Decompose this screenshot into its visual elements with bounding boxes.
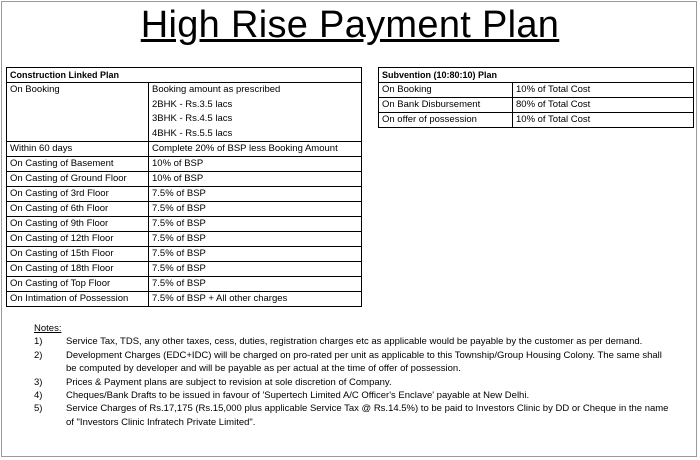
table-row [7, 217, 362, 232]
amount-cell: 7.5% of BSP [149, 202, 362, 217]
note-text: Service Charges of Rs.17,175 (Rs.15,000 plus applicable Service Tax @ Rs.14.5%) to be paid to Investors Clinic by DD or Cheque in the name of "Investors Clinic Infratech Private Limited". [66, 403, 669, 428]
table-row [379, 113, 694, 128]
stage-cell: On Casting of 9th Floor [7, 217, 149, 232]
amount-cell: 7.5% of BSP [149, 262, 362, 277]
amount-cell: 7.5% of BSP + All other charges [149, 292, 362, 307]
table-row [7, 83, 362, 142]
note-number: 2) [34, 349, 43, 361]
table-row [7, 202, 362, 217]
stage-cell: On Casting of 3rd Floor [7, 187, 149, 202]
amount-cell: Complete 20% of BSP less Booking Amount [149, 142, 362, 157]
note-number: 5) [34, 403, 43, 415]
note-item [34, 389, 674, 402]
note-item [34, 335, 674, 348]
note-text: Prices & Payment plans are subject to revision at sole discretion of Company. [66, 376, 392, 388]
stage-cell: On Casting of 6th Floor [7, 202, 149, 217]
note-number: 3) [34, 376, 43, 388]
page-title: High Rise Payment Plan [140, 4, 560, 46]
stage-cell: On offer of possession [379, 113, 513, 128]
amount-cell: 7.5% of BSP [149, 217, 362, 232]
stage-cell: On Casting of Ground Floor [7, 172, 149, 187]
table-row [379, 98, 694, 113]
stage-cell: On Intimation of Possession [7, 292, 149, 307]
stage-cell: On Casting of Basement [7, 157, 149, 172]
stage-cell: On Casting of Top Floor [7, 277, 149, 292]
stage-cell: On Booking [7, 83, 149, 142]
booking-line: 4BHK - Rs.5.5 lacs [152, 127, 233, 139]
notes-section [34, 322, 674, 429]
note-number: 4) [34, 390, 43, 402]
amount-cell: 7.5% of BSP [149, 187, 362, 202]
note-item [34, 402, 674, 429]
amount-cell: 10% of Total Cost [513, 113, 694, 128]
booking-amount-cell [149, 83, 362, 142]
stage-cell: On Booking [379, 83, 513, 98]
amount-cell: 10% of Total Cost [513, 83, 694, 98]
booking-line: 3BHK - Rs.4.5 lacs [152, 113, 233, 124]
table-row [7, 142, 362, 157]
amount-cell: 7.5% of BSP [149, 247, 362, 262]
subvention-plan-table [378, 67, 694, 128]
note-text: Cheques/Bank Drafts to be issued in favour of 'Supertech Limited A/C Officer's Enclave' payable at New Delhi. [66, 390, 530, 402]
notes-title: Notes: [34, 323, 62, 334]
table-header-row [379, 68, 694, 83]
table-header: Subvention (10:80:10) Plan [379, 68, 694, 83]
booking-line: 2BHK - Rs.3.5 lacs [152, 98, 233, 110]
table-row [379, 83, 694, 98]
note-number: 1) [34, 336, 43, 348]
stage-cell: On Casting of 15th Floor [7, 247, 149, 262]
booking-line: Booking amount as prescribed [152, 84, 281, 95]
stage-cell: Within 60 days [7, 142, 149, 157]
table-row [7, 157, 362, 172]
table-row [7, 262, 362, 277]
table-row [7, 172, 362, 187]
table-row [7, 232, 362, 247]
note-text: Service Tax, TDS, any other taxes, cess, duties, registration charges etc as applicable would be payable by the customer as per demand. [66, 336, 643, 348]
table-header-row [7, 68, 362, 83]
stage-cell: On Casting of 18th Floor [7, 262, 149, 277]
amount-cell: 10% of BSP [149, 157, 362, 172]
amount-cell: 80% of Total Cost [513, 98, 694, 113]
note-item [34, 376, 674, 389]
table-row [7, 187, 362, 202]
table-row [7, 277, 362, 292]
construction-linked-plan-table [6, 67, 362, 307]
stage-cell: On Casting of 12th Floor [7, 232, 149, 247]
table-row [7, 292, 362, 307]
stage-cell: On Bank Disbursement [379, 98, 513, 113]
note-text: Development Charges (EDC+IDC) will be charged on pro-rated per unit as applicable to this Township/Group Housing Colony. The same shall be computed by developer and will be payable as per actual at the time of offer of possession. [66, 349, 662, 375]
table-row [7, 247, 362, 262]
note-item [34, 349, 674, 376]
amount-cell: 7.5% of BSP [149, 277, 362, 292]
amount-cell: 7.5% of BSP [149, 232, 362, 247]
amount-cell: 10% of BSP [149, 172, 362, 187]
table-header: Construction Linked Plan [7, 68, 362, 83]
